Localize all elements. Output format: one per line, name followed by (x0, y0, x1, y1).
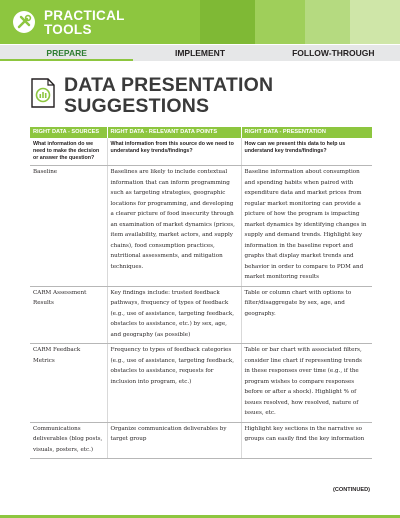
header-stripe (255, 0, 305, 44)
source-cell: Communications deliverables (blog posts, visuals, posters, etc.) (30, 422, 107, 459)
source-cell: CARM Feedback Metrics (30, 344, 107, 423)
data-points-cell: Baselines are likely to include contextual information that can inform programming such as targeting strategies, geographic locations for programming, and developing a clearer picture of food insecurity through an examination of market dynamics (prices, item availability, market actors, and supply chains), food consumption practices, nutritional assessments, and mitigation techniques. (107, 166, 241, 287)
data-points-cell: Frequency to types of feedback categories (e.g., use of assistance, targeting feedback, obstacles to assistance, requests for inclusion into program, etc.) (107, 344, 241, 423)
phase-tabs (0, 45, 400, 61)
column-header-data-points: RIGHT DATA - RELEVANT DATA POINTS (107, 127, 241, 138)
chart-document-icon (30, 78, 56, 108)
table-row (30, 344, 372, 423)
question-cell: What information do we need to make the decision or answer the question? (30, 138, 107, 166)
table-row (30, 286, 372, 344)
tab-implement[interactable]: IMPLEMENT (174, 48, 226, 58)
header-bar (0, 0, 400, 44)
page-title-line-1: DATA PRESENTATION (64, 74, 274, 96)
presentation-cell: Baseline information about consumption and spending habits when paired with expenditure data and market prices from regular market monitoring can provide a picture of how the program is impacting market dynamics by identifying changes in supply and demand trends. Highlight key information in the baseline report and graphs that display market trends and behavior in order to compare to PDM and market monitoring results (241, 166, 372, 287)
presentation-cell: Table or column chart with options to filter/disaggregate by sex, age, and geography. (241, 286, 372, 344)
continued-label: (CONTINUED) (333, 487, 370, 493)
source-cell: Baseline (30, 166, 107, 287)
brand-logo (44, 9, 125, 37)
brand-line-2: TOOLS (44, 22, 92, 37)
tools-logo-icon (12, 10, 36, 34)
question-cell: What information from this source do we need to understand key trends/findings? (107, 138, 241, 166)
presentation-cell: Highlight key sections in the narrative so groups can easily find the key information (241, 422, 372, 459)
header-stripe (305, 0, 350, 44)
question-row (30, 138, 372, 166)
tab-follow-through[interactable]: FOLLOW-THROUGH (292, 48, 375, 58)
table-header-row (30, 127, 372, 138)
column-header-presentation: RIGHT DATA - PRESENTATION (241, 127, 372, 138)
table-row (30, 422, 372, 459)
tab-prepare[interactable]: PREPARE (0, 45, 133, 61)
header-stripe (200, 0, 255, 44)
page-title (64, 75, 273, 117)
header-stripe (350, 0, 400, 44)
presentation-cell: Table or bar chart with associated filters, consider line chart if representing trends in these responses over time (e.g., if the program wishes to compare responses before or after a shock). Highlight % of issues resolved, how resolved, nature of issues, etc. (241, 344, 372, 423)
brand-line-1: PRACTICAL (44, 8, 125, 23)
data-points-cell: Key findings include: trusted feedback pathways, frequency of types of feedback (e.g., use of assistance, targeting feedback, obstacles to assistance, etc.) by sex, age, and geography (as possible) (107, 286, 241, 344)
page-title-line-2: SUGGESTIONS (64, 95, 210, 117)
data-presentation-table (30, 127, 372, 459)
table-row (30, 166, 372, 287)
column-header-sources: RIGHT DATA - SOURCES (30, 127, 107, 138)
source-cell: CARM Assessment Results (30, 286, 107, 344)
data-points-cell: Organize communication deliverables by target group (107, 422, 241, 459)
question-cell: How can we present this data to help us understand key trends/findings? (241, 138, 372, 166)
